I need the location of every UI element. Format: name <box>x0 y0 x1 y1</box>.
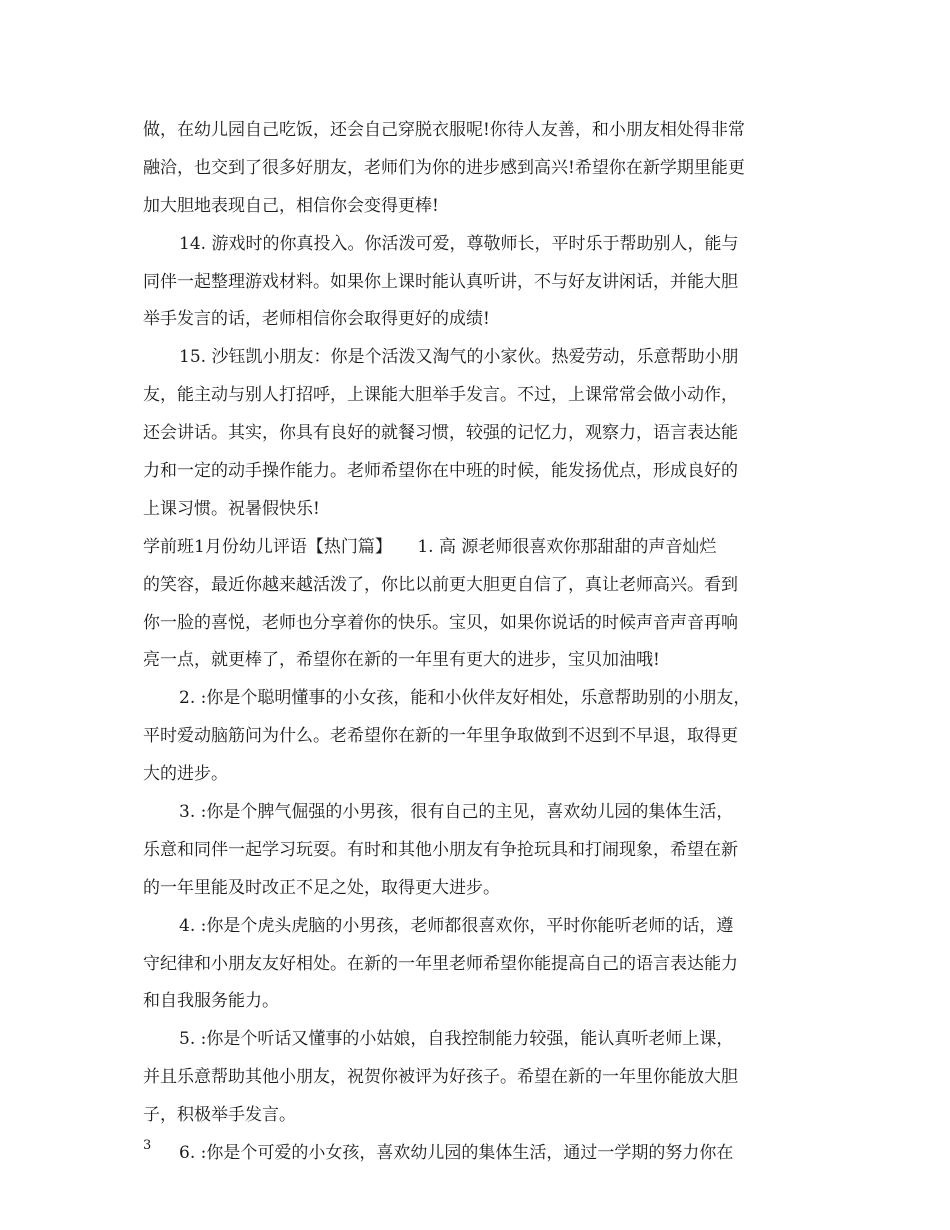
text-line: 2. :你是个聪明懂事的小女孩，能和小伙伴友好相处，乐意帮助别的小朋友， <box>179 688 751 709</box>
text-line: 乐意和同伴一起学习玩耍。有时和其他小朋友有争抢玩具和打闹现象，希望在新 <box>143 839 738 860</box>
text-line: 还会讲话。其实，你具有良好的就餐习惯，较强的记忆力，观察力，语言表达能 <box>143 423 738 444</box>
text-line: 子，积极举手发言。 <box>143 1105 296 1126</box>
text-line: 平时爱动脑筋问为什么。老希望你在新的一年里争取做到不迟到不早退，取得更 <box>143 726 738 747</box>
text-line: 同伴一起整理游戏材料。如果你上课时能认真听讲，不与好友讲闲话，并能大胆 <box>143 271 738 292</box>
text-line: 3. :你是个脾气倔强的小男孩，很有自己的主见，喜欢幼儿园的集体生活， <box>179 802 734 823</box>
text-line: 做，在幼儿园自己吃饭，还会自己穿脱衣服呢!你待人友善，和小朋友相处得非常 <box>143 120 745 140</box>
text-line: 6. :你是个可爱的小女孩，喜欢幼儿园的集体生活，通过一学期的努力你在 <box>179 1143 734 1164</box>
text-line: 的笑容，最近你越来越活泼了，你比以前更大胆更自信了，真让老师高兴。看到 <box>143 574 738 595</box>
text-line: 你一脸的喜悦，老师也分享着你的快乐。宝贝，如果你说话的时候声音声音再响 <box>143 612 738 633</box>
text-line: 亮一点，就更棒了，希望你在新的一年里有更大的进步，宝贝加油哦! <box>143 650 660 671</box>
text-line: 守纪律和小朋友友好相处。在新的一年里老师希望你能提高自己的语言表达能力 <box>143 953 738 974</box>
text-line: 友，能主动与别人打招呼，上课能大胆举手发言。不过，上课常常会做小动作， <box>143 385 738 406</box>
text-line: 和自我服务能力。 <box>143 991 279 1012</box>
text-line: 14. 游戏时的你真投入。你活泼可爱，尊敬师长，平时乐于帮助别人，能与 <box>179 233 739 254</box>
text-line: 5. :你是个听话又懂事的小姑娘，自我控制能力较强，能认真听老师上课， <box>179 1029 734 1050</box>
text-line: 并且乐意帮助其他小朋友，祝贺你被评为好孩子。希望在新的一年里你能放大胆 <box>143 1067 738 1088</box>
text-line: 4. :你是个虎头虎脑的小男孩，老师都很喜欢你，平时你能听老师的话，遵 <box>179 915 734 936</box>
text-line: 举手发言的话，老师相信你会取得更好的成绩! <box>143 309 490 330</box>
text-line: 15. 沙钰凯小朋友：你是个活泼又淘气的小家伙。热爱劳动，乐意帮助小朋 <box>179 347 739 368</box>
text-line: 上课习惯。祝暑假快乐! <box>143 498 320 519</box>
text-line: 大的进步。 <box>143 764 228 785</box>
document-body <box>143 112 815 1173</box>
text-line: 加大胆地表现自己，相信你会变得更棒! <box>143 195 439 216</box>
text-line: 融洽，也交到了很多好朋友，老师们为你的进步感到高兴!希望你在新学期里能更 <box>143 157 745 178</box>
text-line: 力和一定的动手操作能力。老师希望你在中班的时候，能发扬优点，形成良好的 <box>143 461 738 482</box>
section-heading-line: 学前班1月份幼儿评语【热门篇】 1. 高 源老师很喜欢你那甜甜的声音灿烂 <box>143 536 717 557</box>
page-number: 3 <box>143 1138 152 1153</box>
text-line: 的一年里能及时改正不足之处，取得更大进步。 <box>143 877 500 898</box>
